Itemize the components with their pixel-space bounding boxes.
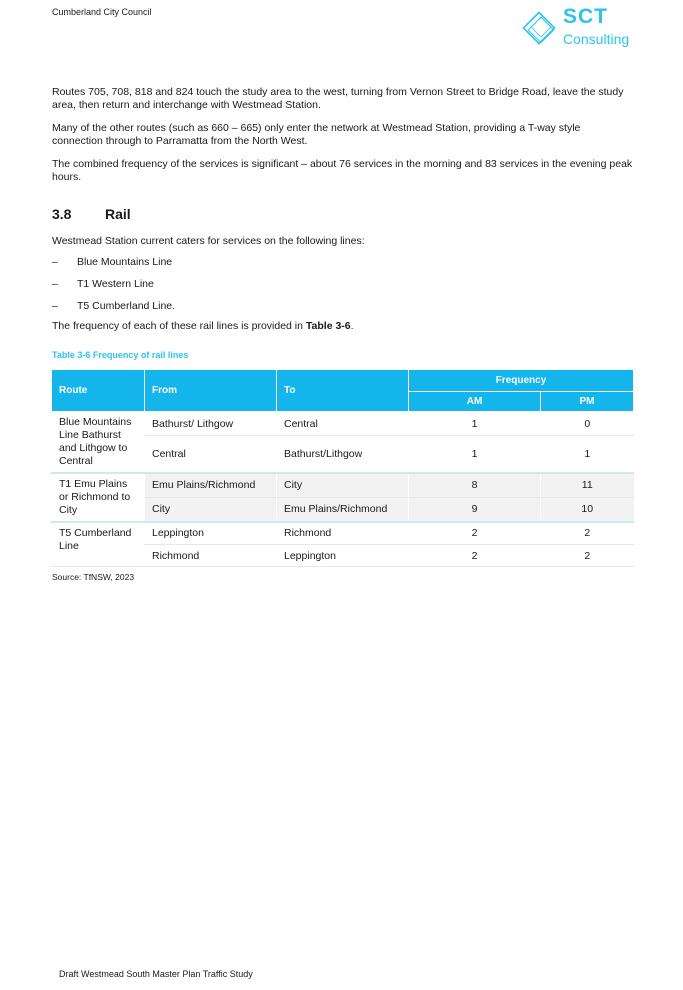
am-cell: 2 bbox=[409, 522, 541, 545]
table-source: Source: TfNSW, 2023 bbox=[52, 572, 135, 582]
bullet-text: Blue Mountains Line bbox=[77, 256, 173, 268]
bullet-item bbox=[52, 300, 175, 312]
rail-frequency-table bbox=[51, 369, 634, 567]
am-cell: 1 bbox=[409, 412, 541, 436]
to-cell: City bbox=[277, 473, 409, 498]
diamond-logo-icon bbox=[519, 8, 563, 52]
header-from: From bbox=[145, 370, 277, 412]
paragraph: The combined frequency of the services is significant – about 76 services in the morning and 83 services in the evening peak hours. bbox=[52, 158, 633, 183]
table-row bbox=[52, 412, 634, 436]
to-cell: Richmond bbox=[277, 522, 409, 545]
bullet-dash: – bbox=[52, 278, 58, 290]
table-row bbox=[52, 473, 634, 498]
am-cell: 1 bbox=[409, 436, 541, 473]
logo-text-sct: SCT bbox=[563, 5, 608, 28]
paragraph: Many of the other routes (such as 660 – 665) only enter the network at Westmead Station, providing a T-way style connection through to Parramatta from the North West. bbox=[52, 122, 581, 147]
sct-consulting-logo bbox=[519, 5, 635, 52]
from-cell: Leppington bbox=[145, 522, 277, 545]
logo-text-consulting: Consulting bbox=[563, 31, 630, 47]
section-number: 3.8 bbox=[52, 206, 72, 222]
section-intro: Westmead Station current caters for services on the following lines: bbox=[52, 235, 365, 247]
bullet-text: T5 Cumberland Line. bbox=[77, 300, 176, 312]
route-cell: T5 Cumberland Line bbox=[52, 522, 145, 567]
bullet-dash: – bbox=[52, 300, 58, 312]
table-reference-sentence bbox=[52, 320, 634, 333]
pm-cell: 10 bbox=[541, 498, 634, 522]
am-cell: 8 bbox=[409, 473, 541, 498]
bullet-item bbox=[52, 256, 172, 268]
sentence-text: The frequency of each of these rail lines is provided in bbox=[52, 320, 306, 332]
from-cell: Bathurst/ Lithgow bbox=[145, 412, 277, 436]
to-cell: Leppington bbox=[277, 545, 409, 567]
page-footer: Draft Westmead South Master Plan Traffic Study bbox=[59, 969, 253, 979]
from-cell: City bbox=[145, 498, 277, 522]
to-cell: Bathurst/Lithgow bbox=[277, 436, 409, 473]
bullet-text: T1 Western Line bbox=[77, 278, 154, 290]
from-cell: Emu Plains/Richmond bbox=[145, 473, 277, 498]
section-title: Rail bbox=[105, 206, 131, 222]
am-cell: 9 bbox=[409, 498, 541, 522]
table-row bbox=[52, 522, 634, 545]
to-cell: Emu Plains/Richmond bbox=[277, 498, 409, 522]
pm-cell: 0 bbox=[541, 412, 634, 436]
am-cell: 2 bbox=[409, 545, 541, 567]
route-cell: T1 Emu Plains or Richmond to City bbox=[52, 473, 145, 522]
header-route: Route bbox=[52, 370, 145, 412]
header-am: AM bbox=[409, 392, 541, 412]
from-cell: Central bbox=[145, 436, 277, 473]
pm-cell: 2 bbox=[541, 522, 634, 545]
pm-cell: 1 bbox=[541, 436, 634, 473]
route-cell: Blue Mountains Line Bathurst and Lithgow to Central bbox=[52, 412, 145, 473]
pm-cell: 2 bbox=[541, 545, 634, 567]
to-cell: Central bbox=[277, 412, 409, 436]
from-cell: Richmond bbox=[145, 545, 277, 567]
section-heading bbox=[52, 206, 131, 222]
paragraph: Routes 705, 708, 818 and 824 touch the study area to the west, turning from Vernon Street to Bridge Road, leave the study area, then return and interchange with Westmead Station. bbox=[52, 86, 624, 111]
header-organisation: Cumberland City Council bbox=[52, 7, 152, 17]
header-frequency: Frequency bbox=[409, 370, 634, 392]
header-to: To bbox=[277, 370, 409, 412]
pm-cell: 11 bbox=[541, 473, 634, 498]
header-pm: PM bbox=[541, 392, 634, 412]
table-caption: Table 3-6 Frequency of rail lines bbox=[52, 350, 189, 360]
sentence-text: . bbox=[350, 320, 354, 332]
bullet-item bbox=[52, 278, 154, 290]
table-reference-link: Table 3-6 bbox=[305, 320, 351, 332]
bullet-dash: – bbox=[52, 256, 58, 268]
